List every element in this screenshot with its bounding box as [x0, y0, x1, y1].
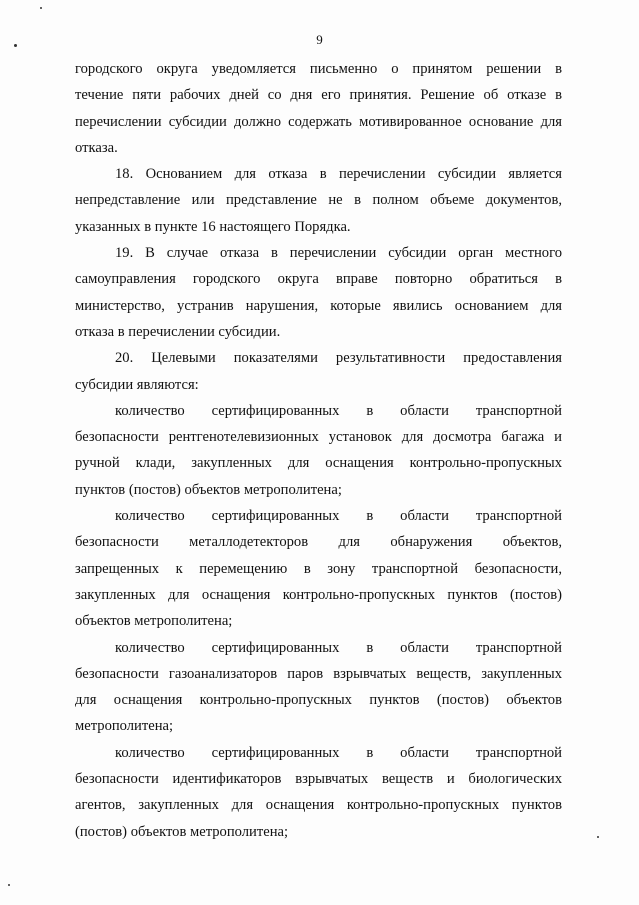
- text-line: безопасности рентгенотелевизионных установок для досмотра багажа и: [75, 429, 562, 446]
- text-line: 18. Основанием для отказа в перечислении субсидии является: [115, 166, 562, 183]
- text-line: количество сертифицированных в области транспортной: [115, 402, 562, 419]
- text-line: непредставление или представление не в полном объеме документов,: [75, 192, 562, 209]
- text-line: количество сертифицированных в области транспортной: [115, 508, 562, 525]
- text-line: субсидии являются:: [75, 376, 199, 393]
- text-line: самоуправления городского округа вправе повторно обратиться в: [75, 271, 562, 288]
- document-body: [75, 56, 562, 845]
- text-line: объектов метрополитена;: [75, 613, 233, 630]
- scan-speck: [8, 884, 10, 886]
- text-line: (постов) объектов метрополитена;: [75, 823, 289, 840]
- text-line: отказа.: [75, 139, 118, 156]
- scan-speck: [14, 44, 17, 47]
- text-line: закупленных для оснащения контрольно-пропускных пунктов (постов): [75, 586, 562, 603]
- scan-speck: [597, 836, 599, 838]
- text-line: городского округа уведомляется письменно о принятом решении в: [75, 61, 562, 77]
- text-line: перечислении субсидии должно содержать мотивированное основание для: [75, 113, 562, 130]
- text-line: безопасности идентификаторов взрывчатых веществ и биологических: [75, 771, 562, 788]
- text-line: пунктов (постов) объектов метрополитена;: [75, 481, 342, 498]
- text-line: агентов, закупленных для оснащения контрольно-пропускных пунктов: [75, 797, 562, 814]
- text-line: безопасности газоанализаторов паров взрывчатых веществ, закупленных: [75, 665, 562, 682]
- text-line: количество сертифицированных в области транспортной: [115, 639, 562, 656]
- text-line: 19. В случае отказа в перечислении субсидии орган местного: [115, 245, 562, 262]
- text-line: ручной клади, закупленных для оснащения контрольно-пропускных: [75, 455, 562, 472]
- text-line: 20. Целевыми показателями результативности предоставления: [115, 350, 562, 367]
- text-line: течение пяти рабочих дней со дня его принятия. Решение об отказе в: [75, 87, 562, 104]
- text-line: министерство, устранив нарушения, которые явились основанием для: [75, 297, 562, 314]
- page-number: 9: [316, 32, 323, 47]
- text-line: отказа в перечислении субсидии.: [75, 323, 281, 340]
- text-line: для оснащения контрольно-пропускных пунктов (постов) объектов: [75, 692, 562, 709]
- text-line: метрополитена;: [75, 718, 174, 735]
- text-line: запрещенных к перемещению в зону транспортной безопасности,: [75, 560, 562, 577]
- text-line: количество сертифицированных в области транспортной: [115, 744, 562, 761]
- scan-speck: [40, 7, 42, 9]
- text-line: безопасности металлодетекторов для обнаружения объектов,: [75, 534, 562, 551]
- text-line: указанных в пункте 16 настоящего Порядка.: [75, 218, 351, 235]
